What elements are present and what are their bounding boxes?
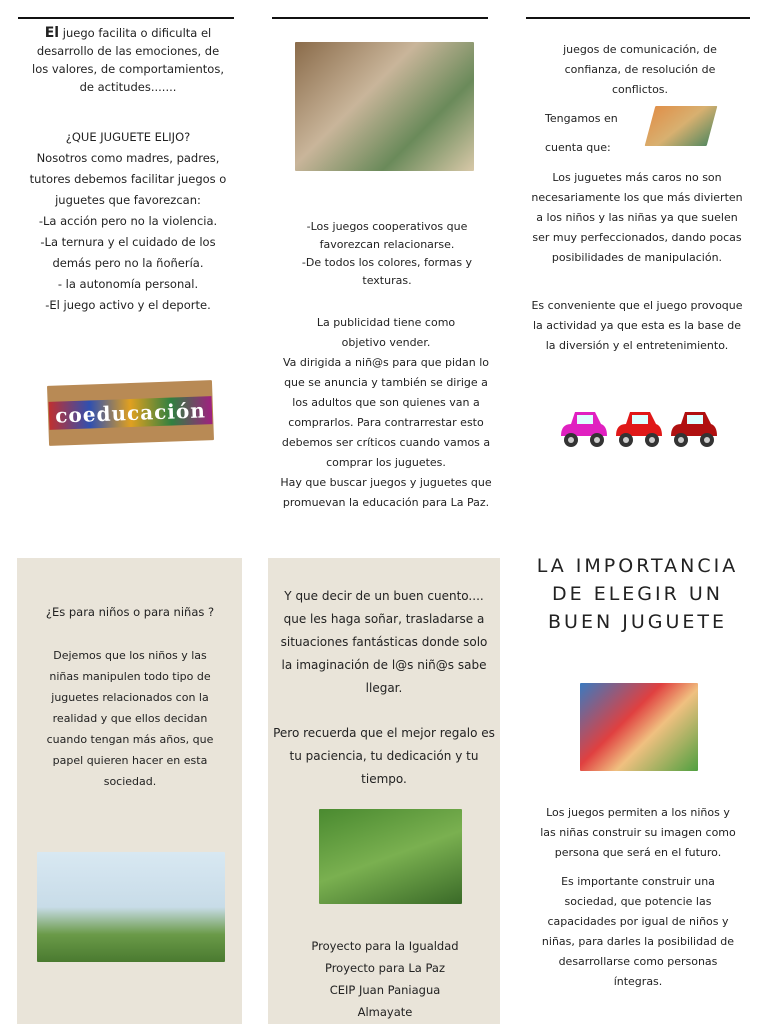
toy-car-red	[612, 408, 664, 450]
question-heading: ¿QUE JUGUETE ELIJO?	[65, 130, 191, 144]
ad-line: La publicidad tiene como objetivo vender.	[316, 316, 456, 349]
board-game-image	[645, 106, 718, 146]
panel-1-text	[28, 24, 228, 102]
ad-line: Hay que buscar juegos y juguetes que promuevan la educación para La Paz.	[280, 476, 492, 509]
children-running-photo	[37, 852, 225, 962]
toy-car-darkred	[667, 408, 719, 450]
children-hugging-photo	[580, 683, 698, 771]
top-rule-left	[18, 17, 234, 19]
panel-2-ad-text	[276, 313, 496, 513]
credit-line: Almayate	[357, 1005, 413, 1019]
top-rule-right	[526, 17, 750, 19]
toy-car-pink	[557, 408, 609, 450]
top-rule-middle	[272, 17, 488, 19]
panel-3-p1: Los juguetes más caros no son necesariamente los que más divierten a los niños y las niñas ya que suelen ser muy perfeccionados, dando pocas posibilidades de manipulación.	[531, 171, 743, 264]
credits	[280, 935, 490, 1023]
list-line: -La ternura y el cuidado de los demás pero no la ñoñería.	[40, 235, 216, 270]
cuenta-text: cuenta que:	[545, 141, 611, 154]
list-line: -Los juegos cooperativos que favorezcan relacionarse.	[306, 220, 468, 251]
intro-text: juego facilita o dificulta el desarrollo de las emociones, de los valores, de comportamientos, de actitudes.......	[32, 26, 224, 94]
panel-2-list	[282, 218, 492, 290]
ad-line: Va dirigida a niñ@s para que pidan lo que se anuncia y también se dirige a los adultos que son quienes van a comprarlos. Para contrarrestar esto debemos ser críticos cuando vamos a comprar los juguetes.	[281, 356, 491, 469]
credit-line: Proyecto para la Igualdad	[311, 939, 459, 953]
children-reading-photo	[295, 42, 474, 171]
panel-3-top: juegos de comunicación, de confianza, de resolución de conflictos.	[563, 43, 717, 96]
panel-4-text: Dejemos que los niños y las niñas manipulen todo tipo de juguetes relacionados con la realidad y que ellos decidan cuando tengan más años, que papel quieren hacer en esta sociedad.	[46, 649, 214, 788]
credit-line: CEIP Juan Paniagua	[329, 983, 441, 997]
panel-1-list	[28, 127, 228, 316]
list-line: -De todos los colores, formas y texturas.	[301, 256, 473, 287]
list-line: -La acción pero no la violencia.	[38, 214, 218, 228]
tengamos-text: Tengamos en	[545, 112, 618, 125]
panel-5-p1: Y que decir de un buen cuento.... que les haga soñar, trasladarse a situaciones fantásticas donde solo la imaginación de l@s niñ@s sabe llegar.	[280, 589, 488, 695]
children-suitcase-photo	[319, 809, 462, 904]
panel-6-p1: Los juegos permiten a los niños y las niñas construir su imagen como persona que será en el futuro.	[540, 806, 736, 859]
credit-line: Proyecto para La Paz	[324, 961, 446, 975]
list-line: - la autonomía personal.	[57, 277, 199, 291]
list-line: -El juego activo y el deporte.	[45, 298, 211, 312]
brochure-title: LA IMPORTANCIA DE ELEGIR UN BUEN JUGUETE	[536, 555, 739, 633]
logo-text: coeducación	[49, 396, 212, 430]
panel-6-p2: Es importante construir una sociedad, que potencie las capacidades por igual de niños y niñas, para darles la posibilidad de desarrollarse como personas íntegras.	[541, 875, 735, 988]
panel-4-question: ¿Es para niños o para niñas ?	[45, 605, 215, 619]
panel-3-p2: Es conveniente que el juego provoque la actividad ya que esta es la base de la diversión y el entretenimiento.	[531, 299, 743, 352]
list-line: Nosotros como madres, padres, tutores debemos facilitar juegos o juguetes que favorezcan:	[29, 151, 227, 207]
coeducacion-logo	[47, 380, 214, 446]
panel-5-p2: Pero recuerda que el mejor regalo es tu paciencia, tu dedicación y tu tiempo.	[273, 726, 495, 786]
intro-bold: El	[44, 25, 60, 41]
